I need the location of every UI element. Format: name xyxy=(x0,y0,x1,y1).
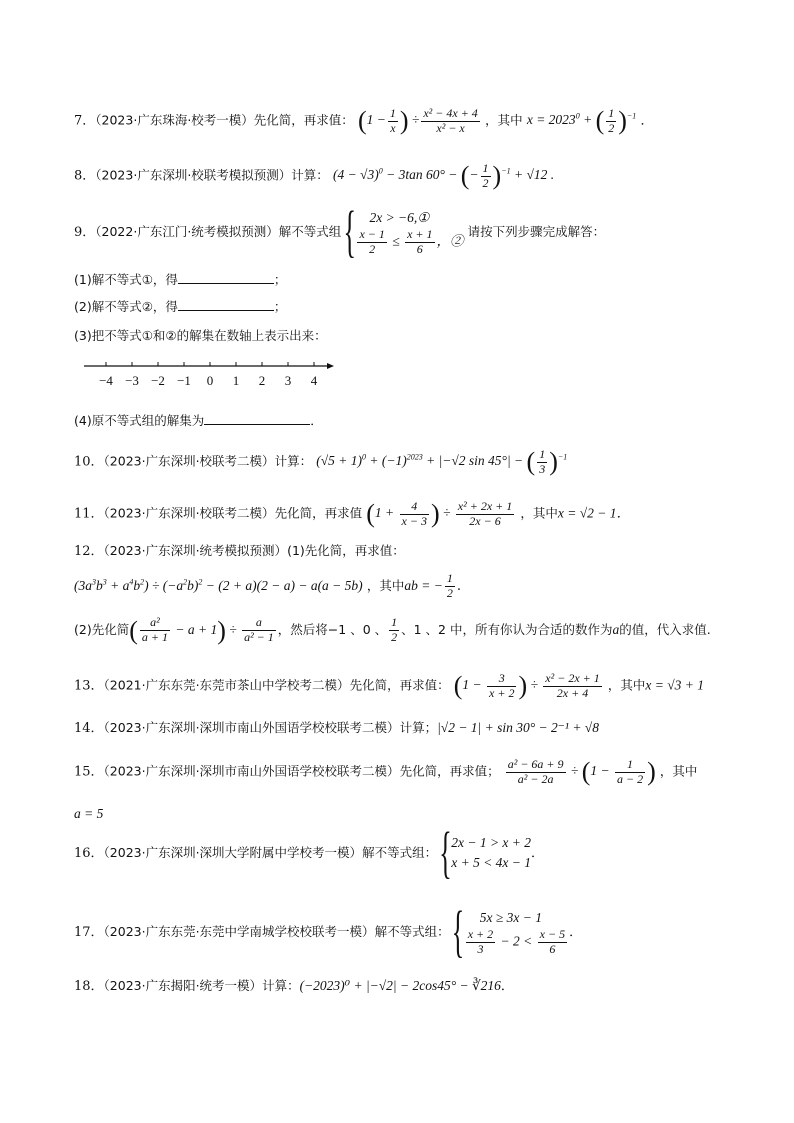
q-number: 10． xyxy=(74,454,104,470)
answer-blank[interactable] xyxy=(178,310,274,311)
q-number: 14． xyxy=(74,721,104,736)
q-source: （2023·广东深圳·校联考模拟预测） xyxy=(95,167,292,183)
q-source: （2023·广东深圳·校联考二模） xyxy=(103,505,275,521)
tick-label: −1 xyxy=(177,373,191,388)
question-8 xyxy=(74,162,554,191)
question-18: 18．（2023·广东揭阳·统考一模）计算：(−2023)⁰ + |−√2| − 2cos45° − ∛216． xyxy=(74,978,514,994)
q-source: （2023·广东深圳·校联考二模） xyxy=(103,453,275,469)
tick-label: −2 xyxy=(151,373,165,388)
expression: $\frac{\text{a² − 6a + 9}}{\text{a² − 2a}}$ ÷ (1 − $\frac{1}{a - 2}$ ) xyxy=(507,757,656,787)
tick-label: 4 xyxy=(310,373,318,388)
expression: |√2 − 1| + sin 30° − 2⁻¹ + √8 xyxy=(437,720,599,735)
question-13: 13．（2021·广东东莞·东莞市茶山中学校考二模）先化简，再求值： (1 − $\frac{3}{x + 2}$ ) ÷ $\frac{\text{x² − 2x + 1}}{2x + 4}$ ，其中x = √3 + 1 xyxy=(74,671,705,701)
question-11 xyxy=(74,500,630,529)
expression: $(4 - √3)^0 - 3\tan$ 60° − (− $\frac{1}{2}$ )$^{-1}$ + √12 . xyxy=(332,161,555,191)
q-number: 7． xyxy=(74,113,96,129)
q-tail: 请按下列步骤完成解答： xyxy=(467,223,606,239)
q-tail: ，其中 xyxy=(485,112,523,128)
inequality-system: { 2x > −6,① $\frac{x - 1}{2}$ ≤ $\frac{x + 1}{6}$ ，② xyxy=(345,208,463,257)
q-number: 18． xyxy=(74,979,104,994)
expression: (1 + $\frac{4}{x - 3}$ ) ÷ $\frac{\text{x² + 2x + 1}}{2x - 6}$ xyxy=(366,499,513,529)
tick-label: 1 xyxy=(232,373,240,388)
q12-part-1-expression: $(3a^3b^3 + a^4b^2) \div (-a^2b)^2 - (2 + a)(2 - a) - a(a - 5b)$ ，其中ab = − $\frac{1}{2}$ . xyxy=(74,571,461,600)
q-number: 11． xyxy=(74,506,104,522)
answer-blank[interactable] xyxy=(178,283,274,284)
q-instruction: 解不等式组 xyxy=(278,223,342,239)
q-instruction: 先化简，再求值： xyxy=(349,677,450,693)
condition: x = √3 + 1 xyxy=(645,677,705,693)
question-7 xyxy=(74,107,653,136)
tick-label: −4 xyxy=(99,373,113,388)
q-instruction: 计算： xyxy=(274,453,313,469)
q-source: （2023·广东深圳·统考模拟预测） xyxy=(103,543,288,558)
q-instruction: 计算： xyxy=(262,978,300,993)
period: ． xyxy=(640,113,654,129)
q-number: 13． xyxy=(74,678,104,694)
q-instruction: 先化简，再求值 xyxy=(274,505,363,521)
question-12 xyxy=(74,543,405,560)
q-number: 17． xyxy=(74,924,104,940)
q-source: （2022·广东江门·统考模拟预测） xyxy=(95,223,279,239)
expression: (1 − $\frac{1}{x}$ ) ÷ $\frac{\text{x² − 4x + 4}}{\text{x² − x}}$ xyxy=(357,106,478,136)
expression: (1 − $\frac{3}{x + 2}$ ) ÷ $\frac{\text{x² − 2x + 1}}{2x + 4}$ xyxy=(453,671,600,701)
question-17: 17．（2023·广东东莞·东莞中学南城学校校联考一模）解不等式组： { 5x ≥ 3x − 1 $\frac{x + 2}{3}$ − 2 < $\frac{x - 5}{6}$ ． xyxy=(74,908,582,957)
answer-blank[interactable] xyxy=(204,424,310,425)
q-instruction: 先化简，再求值； xyxy=(399,763,500,779)
q-source: （2023·广东深圳·深圳大学附属中学校考一模） xyxy=(103,844,363,860)
q-source: （2023·广东东莞·东莞中学南城学校校联考一模） xyxy=(103,923,375,939)
inequality-system: { 2x − 1 > x + 2 x + 5 < 4x − 1 xyxy=(441,833,531,874)
tick-label: −3 xyxy=(125,373,139,388)
question-9 xyxy=(74,208,605,257)
tick-label: 3 xyxy=(284,373,292,388)
tick-label: 2 xyxy=(258,373,266,388)
q9-step-1: (1)解不等式①，得 ； xyxy=(74,272,287,287)
q9-step-2: (2)解不等式②，得 ； xyxy=(74,299,287,314)
q-instruction: 解不等式组： xyxy=(374,923,450,939)
q-source: （2023·广东深圳·深圳市南山外国语学校校联考二模） xyxy=(103,763,400,779)
question-14 xyxy=(74,720,599,737)
q-source: （2023·广东揭阳·统考一模） xyxy=(103,978,263,993)
arrow-icon xyxy=(327,363,334,369)
q15-condition: a = 5 xyxy=(74,806,104,821)
q-source: （2023·广东珠海·校考一模） xyxy=(95,112,254,128)
q9-step-3: (3)把不等式①和②的解集在数轴上表示出来： xyxy=(74,328,327,343)
expression: $(√5 + 1)^0 + (-1)^{2023} + |-√2$ sin 45°| − ( $\frac{1}{3}$ )$^{-1}$ xyxy=(316,447,568,477)
q-number: 15． xyxy=(74,764,104,780)
q-source: （2021·广东东莞·东莞市茶山中学校考二模） xyxy=(103,677,350,693)
tick-label: 0 xyxy=(206,373,214,388)
condition: x = √2 − 1． xyxy=(557,505,631,521)
condition: $x = 2023^0$ + ( $\frac{1}{2}$ )$^{-1}$ xyxy=(526,106,637,136)
q-number: 12． xyxy=(74,544,104,559)
question-10 xyxy=(74,448,567,477)
q-instruction: 计算： xyxy=(291,167,329,183)
q-number: 16． xyxy=(74,845,104,861)
q12-part-2: (2)先化简( $\frac{\text{a²}}{a + 1}$ − a + 1) ÷ $\frac{a}{\text{a² − 1}}$ ，然后将−1 、0 、 $\frac{1}{2}$ 、1 、2 中，所有你认为合适的数作为a的值，代入求值. xyxy=(74,615,711,645)
number-line xyxy=(84,356,344,390)
q-number: 9． xyxy=(74,224,96,240)
q-number: 8． xyxy=(74,168,96,184)
q-tail: ，其中 xyxy=(520,505,558,521)
q-source: （2023·广东深圳·深圳市南山外国语学校校联考二模） xyxy=(103,720,400,735)
q-instruction: 计算； xyxy=(399,720,438,735)
inequality-system: { 5x ≥ 3x − 1 $\frac{x + 2}{3}$ − 2 < $\frac{x - 5}{6}$ xyxy=(454,908,569,957)
expression: (−2023)⁰ + |−√2| − 2cos45° − ∛216 xyxy=(299,978,501,993)
q9-step-4: (4)原不等式组的解集为 ． xyxy=(74,413,323,428)
q-instruction: (1)先化简，再求值： xyxy=(287,543,405,558)
question-15: 15．（2023·广东深圳·深圳市南山外国语学校校联考二模）先化简，再求值； $\frac{\text{a² − 6a + 9}}{\text{a² − 2a}}$ ÷ (1 − $\frac{1}{a - 2}$ ) ，其中 xyxy=(74,757,698,787)
q-instruction: 先化简，再求值： xyxy=(253,112,354,128)
q-instruction: 解不等式组： xyxy=(362,844,438,860)
question-16: 16．（2023·广东深圳·深圳大学附属中学校考一模）解不等式组： { 2x − 1 > x + 2 x + 5 < 4x − 1 ． xyxy=(74,833,544,874)
